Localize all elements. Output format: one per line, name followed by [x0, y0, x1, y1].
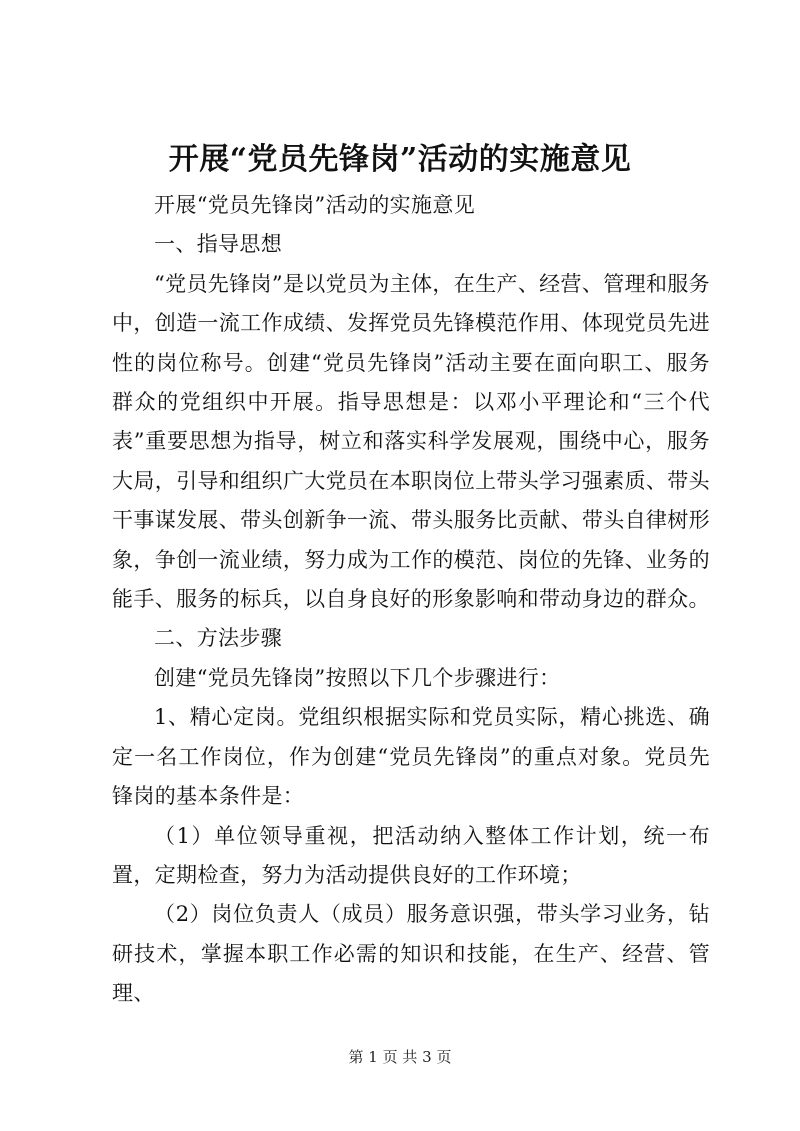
- section-heading-guiding-ideology: 一、指导思想: [154, 232, 283, 257]
- body-paragraph: 1、精心定岗。党组织根据实际和党员实际，精心挑选、确定一名工作岗位，作为创建“党员先锋岗”的重点对象。党员先锋岗的基本条件是：: [112, 705, 710, 809]
- subtitle-paragraph: 开展“党员先锋岗”活动的实施意见: [154, 193, 476, 217]
- list-item-paragraph: （2）岗位负责人（成员）服务意识强，带头学习业务，钻研技术，掌握本职工作必需的知识和技能，在生产、经营、管理、: [112, 902, 710, 1006]
- page-number-footer: 第 1 页 共 3 页: [348, 1048, 452, 1066]
- body-paragraph: 创建“党员先锋岗”按照以下几个步骤进行：: [154, 665, 561, 690]
- document-body: [112, 186, 710, 1014]
- body-paragraph: “党员先锋岗”是以党员为主体，在生产、经营、管理和服务中，创造一流工作成绩、发挥党员先锋模范作用、体现党员先进性的岗位称号。创建“党员先锋岗”活动主要在面向职工、服务群众的党组织中开展。指导思想是：以邓小平理论和“三个代表”重要思想为指导，树立和落实科学发展观，围绕中心，服务大局，引导和组织广大党员在本职岗位上带头学习强素质、带头干事谋发展、带头创新争一流、带头服务比贡献、带头自律树形象，争创一流业绩，努力成为工作的模范、岗位的先锋、业务的能手、服务的标兵，以自身良好的形象影响和带动身边的群众。: [112, 271, 710, 612]
- list-item-paragraph: （1）单位领导重视，把活动纳入整体工作计划，统一布置，定期检查，努力为活动提供良好的工作环境；: [112, 823, 710, 887]
- section-heading-methods-steps: 二、方法步骤: [154, 626, 283, 651]
- document-title: 开展“党员先锋岗”活动的实施意见: [168, 142, 632, 177]
